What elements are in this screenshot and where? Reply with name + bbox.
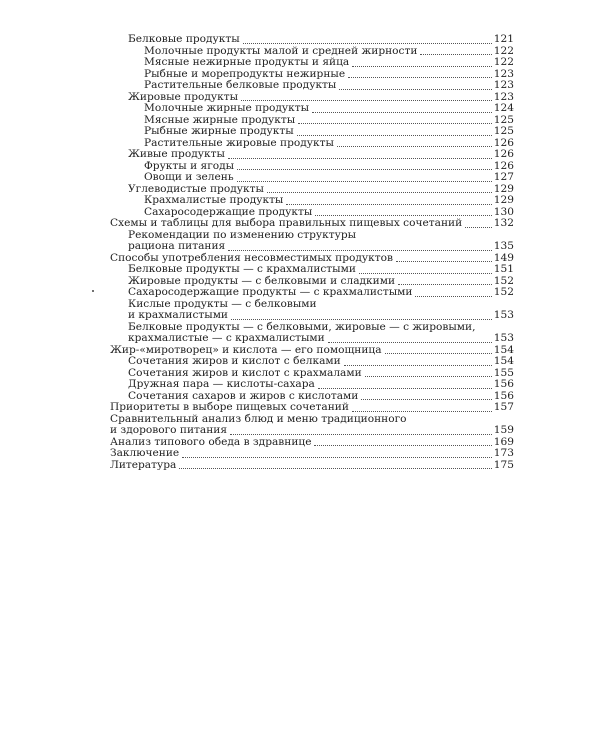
dot-leader bbox=[344, 356, 492, 366]
dot-leader bbox=[286, 195, 491, 205]
toc-entry-title: Молочные продукты малой и средней жирности bbox=[144, 44, 418, 57]
toc-entry-title: Растительные жировые продукты bbox=[144, 136, 334, 149]
toc-page-number: 149 bbox=[493, 251, 514, 264]
toc-page-number: 169 bbox=[493, 435, 514, 448]
stray-mark bbox=[92, 290, 94, 292]
toc-entry-line bbox=[144, 57, 514, 69]
toc-entry[interactable] bbox=[110, 402, 514, 414]
toc-entry-title: Сахаросодержащие продукты — с крахмалистыми bbox=[128, 286, 413, 298]
toc-entry-title: Рыбные жирные продукты bbox=[144, 125, 294, 137]
toc-entry[interactable] bbox=[110, 264, 514, 276]
dot-leader bbox=[267, 183, 492, 193]
toc-entry-title: Крахмалистые продукты bbox=[144, 194, 284, 206]
toc-page-number: 123 bbox=[493, 90, 514, 103]
dot-leader bbox=[385, 344, 492, 354]
dot-leader bbox=[352, 57, 492, 67]
toc-page-number: 122 bbox=[493, 56, 514, 68]
toc-entry-title: Кислые продукты — с белковыми bbox=[128, 297, 317, 310]
toc-entry[interactable] bbox=[110, 414, 514, 437]
dot-leader bbox=[312, 103, 492, 113]
toc-entry-title: Сочетания сахаров и жиров с кислотами bbox=[128, 389, 359, 402]
toc-entry[interactable] bbox=[110, 299, 514, 322]
toc-entry-title: Рекомендации по изменению структуры bbox=[128, 228, 357, 241]
toc-entry-title: Литература bbox=[110, 458, 177, 471]
toc-page-number: 121 bbox=[493, 33, 514, 45]
toc-page-number: 135 bbox=[493, 240, 514, 252]
dot-leader bbox=[298, 114, 492, 124]
toc-entry-title: Рыбные и морепродукты нежирные bbox=[144, 67, 346, 80]
toc-entry-line bbox=[128, 287, 514, 299]
toc-page-number: 130 bbox=[493, 205, 514, 218]
toc-entry-title: Белковые продукты bbox=[128, 33, 240, 45]
toc-entry-line bbox=[110, 460, 514, 472]
toc-entry[interactable] bbox=[110, 103, 514, 115]
toc-page-number: 126 bbox=[493, 159, 514, 172]
dot-leader bbox=[179, 459, 491, 469]
toc-entry[interactable] bbox=[110, 230, 514, 253]
toc-page-number: 126 bbox=[493, 136, 514, 149]
toc-entry[interactable] bbox=[110, 218, 514, 230]
dot-leader bbox=[415, 287, 491, 297]
toc-entry-title: рациона питания bbox=[128, 240, 226, 252]
dot-leader bbox=[297, 126, 492, 136]
toc-page-number: 156 bbox=[493, 378, 514, 390]
toc-entry-line bbox=[128, 241, 514, 253]
toc-entry-title: Анализ типового обеда в здравнице bbox=[110, 435, 312, 448]
toc-entry-title: Дружная пара — кислоты-сахара bbox=[128, 378, 315, 390]
toc-entry[interactable] bbox=[110, 356, 514, 368]
toc-entry-title: Углеводистые продукты bbox=[128, 182, 264, 195]
toc-entry-title: Овощи и зелень bbox=[144, 171, 234, 183]
toc-page-number: 154 bbox=[493, 355, 514, 367]
toc-entry[interactable] bbox=[110, 460, 514, 472]
toc-entry-line bbox=[128, 310, 514, 322]
toc-entry[interactable] bbox=[110, 149, 514, 161]
toc-page-number: 123 bbox=[493, 79, 514, 91]
dot-leader bbox=[398, 275, 492, 285]
toc-entry-title: Жировые продукты bbox=[128, 90, 239, 103]
toc-entry-line bbox=[144, 195, 514, 207]
toc-page-number: 124 bbox=[493, 102, 514, 114]
dot-leader bbox=[182, 448, 492, 458]
toc-entry[interactable] bbox=[110, 57, 514, 69]
toc-page-number: 122 bbox=[493, 44, 514, 57]
toc-entry-line bbox=[128, 149, 514, 161]
toc-entry-line bbox=[128, 34, 514, 46]
toc-entry-title: Жир-«миротворец» и кислота — его помощница bbox=[110, 343, 382, 356]
toc-entry-line bbox=[144, 172, 514, 184]
toc-entry-line bbox=[128, 356, 514, 368]
toc-entry-title: Белковые продукты — с белковыми, жировые — с жировыми, bbox=[128, 320, 476, 333]
toc-entry[interactable] bbox=[110, 80, 514, 92]
toc-entry-line bbox=[128, 379, 514, 391]
toc-page-number: 127 bbox=[493, 171, 514, 183]
toc-entry-line bbox=[110, 448, 514, 460]
toc-entry-line bbox=[144, 103, 514, 115]
dot-leader bbox=[396, 252, 492, 262]
dot-leader bbox=[315, 206, 492, 216]
dot-leader bbox=[228, 149, 492, 159]
toc-entry-title: Жировые продукты — с белковыми и сладкими bbox=[128, 274, 396, 287]
toc-page-number: 151 bbox=[493, 263, 514, 275]
toc-entry[interactable] bbox=[110, 34, 514, 46]
dot-leader bbox=[352, 402, 492, 412]
toc-page-number: 175 bbox=[493, 458, 514, 471]
toc-page-number: 157 bbox=[493, 401, 514, 413]
dot-leader bbox=[314, 436, 491, 446]
dot-leader bbox=[318, 379, 492, 389]
dot-leader bbox=[420, 45, 491, 55]
toc-page-number: 129 bbox=[493, 194, 514, 206]
toc-entry[interactable] bbox=[110, 322, 514, 345]
dot-leader bbox=[339, 80, 491, 90]
toc-entry-title: Сочетания жиров и кислот с крахмалами bbox=[128, 366, 362, 379]
dot-leader bbox=[241, 91, 492, 101]
dot-leader bbox=[465, 218, 492, 228]
dot-leader bbox=[359, 264, 492, 274]
toc-entry[interactable] bbox=[110, 379, 514, 391]
toc-page-number: 129 bbox=[493, 182, 514, 195]
toc-entry-title: Молочные жирные продукты bbox=[144, 102, 310, 114]
toc-entry-line bbox=[128, 333, 514, 345]
toc-entry[interactable] bbox=[110, 195, 514, 207]
dot-leader bbox=[361, 390, 491, 400]
toc-entry-title: и здорового питания bbox=[110, 424, 228, 436]
toc-entry-line bbox=[110, 402, 514, 414]
toc-page-number: 152 bbox=[493, 286, 514, 298]
toc-entry-title: и крахмалистыми bbox=[128, 309, 228, 321]
toc-entry-line bbox=[110, 425, 514, 437]
dot-leader bbox=[228, 241, 492, 251]
toc-entry-title: Мясные жирные продукты bbox=[144, 113, 296, 126]
toc-entry-title: Фрукты и ягоды bbox=[144, 159, 235, 172]
toc-entry[interactable] bbox=[110, 126, 514, 138]
toc-page-number: 153 bbox=[493, 309, 514, 321]
dot-leader bbox=[365, 367, 492, 377]
toc-entry-title: Схемы и таблицы для выбора правильных пищевых сочетаний bbox=[110, 217, 463, 229]
toc-entry-title: Сравнительный анализ блюд и меню традиционного bbox=[110, 412, 407, 425]
toc-entry-title: Мясные нежирные продукты и яйца bbox=[144, 56, 350, 68]
toc-page-number: 125 bbox=[493, 125, 514, 137]
toc-page-number: 159 bbox=[493, 424, 514, 436]
toc-entry-title: Способы употребления несовместимых продуктов bbox=[110, 251, 393, 264]
table-of-contents bbox=[110, 34, 514, 471]
dot-leader bbox=[237, 160, 492, 170]
dot-leader bbox=[230, 425, 492, 435]
dot-leader bbox=[231, 310, 492, 320]
toc-entry-title: Заключение bbox=[110, 447, 180, 459]
toc-entry-title: Живые продукты bbox=[128, 148, 225, 160]
toc-entry-line bbox=[128, 264, 514, 276]
toc-entry-title: Сочетания жиров и кислот с белками bbox=[128, 355, 341, 367]
dot-leader bbox=[237, 172, 492, 182]
toc-entry-line bbox=[110, 218, 514, 230]
toc-page-number: 125 bbox=[493, 113, 514, 126]
toc-entry-line bbox=[144, 126, 514, 138]
toc-entry-title: крахмалистые — с крахмалистыми bbox=[128, 332, 325, 344]
dot-leader bbox=[243, 34, 492, 44]
toc-entry[interactable] bbox=[110, 448, 514, 460]
toc-entry[interactable] bbox=[110, 172, 514, 184]
toc-page-number: 173 bbox=[493, 447, 514, 459]
toc-page-number: 152 bbox=[493, 274, 514, 287]
toc-entry-title: Сахаросодержащие продукты bbox=[144, 205, 313, 218]
toc-entry-line bbox=[144, 80, 514, 92]
toc-page-number: 154 bbox=[493, 343, 514, 356]
toc-page-number: 156 bbox=[493, 389, 514, 402]
toc-page-number: 123 bbox=[493, 67, 514, 80]
toc-entry-title: Растительные белковые продукты bbox=[144, 79, 337, 91]
toc-entry-title: Белковые продукты — с крахмалистыми bbox=[128, 263, 356, 275]
toc-page-number: 126 bbox=[493, 148, 514, 160]
toc-entry[interactable] bbox=[110, 287, 514, 299]
toc-entry-title: Приоритеты в выборе пищевых сочетаний bbox=[110, 401, 349, 413]
toc-page-number: 132 bbox=[493, 217, 514, 229]
dot-leader bbox=[328, 333, 492, 343]
toc-page-number: 153 bbox=[493, 332, 514, 344]
dot-leader bbox=[348, 68, 492, 78]
toc-page-number: 155 bbox=[493, 366, 514, 379]
dot-leader bbox=[337, 137, 492, 147]
